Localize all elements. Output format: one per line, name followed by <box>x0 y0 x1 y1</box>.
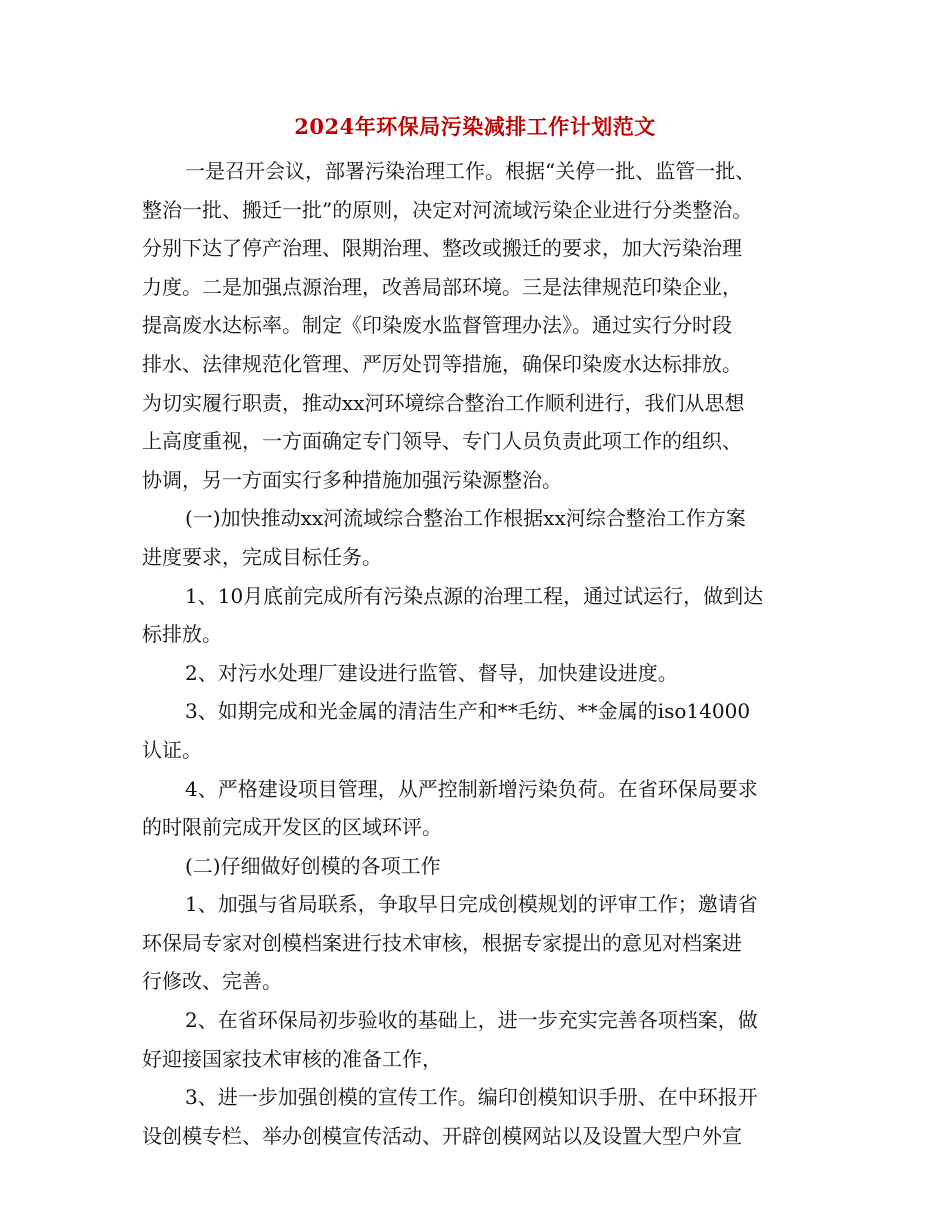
paragraph-line: 环保局专家对创模档案进行技术审核，根据专家提出的意见对档案进 <box>142 930 742 955</box>
document-title: 2024年环保局污染减排工作计划范文 <box>294 114 656 139</box>
paragraph-line: 1、加强与省局联系，争取早日完成创模规划的评审工作；邀请省 <box>185 892 758 917</box>
paragraph-line: 行修改、完善。 <box>142 969 282 994</box>
paragraph-line: (一)加快推动xx河流域综合整治工作根据xx河综合整治工作方案 <box>185 506 746 531</box>
paragraph-line: 好迎接国家技术审核的准备工作， <box>142 1046 442 1071</box>
paragraph-line: 一是召开会议，部署污染治理工作。根据“关停一批、监管一批、 <box>185 159 756 183</box>
document-body <box>142 152 817 1155</box>
paragraph-line: 4、严格建设项目管理，从严控制新增污染负荷。在省环保局要求 <box>185 776 758 801</box>
paragraph-line: 进度要求，完成目标任务。 <box>142 544 382 569</box>
paragraph-line: 上高度重视，一方面确定专门领导、专门人员负责此项工作的组织、 <box>142 429 742 454</box>
paragraph-line: (二)仔细做好创模的各项工作 <box>185 853 441 878</box>
paragraph-line: 提高废水达标率。制定《印染废水监督管理办法》。通过实行分时段 <box>142 313 732 338</box>
paragraph-line: 为切实履行职责，推动xx河环境综合整治工作顺利进行，我们从思想 <box>142 390 745 415</box>
paragraph-line: 3、如期完成和光金属的清洁生产和**毛纺、**金属的iso14000 <box>185 699 751 724</box>
paragraph-line: 标排放。 <box>142 622 222 647</box>
paragraph-line: 整治一批、搬迁一批”的原则，决定对河流域污染企业进行分类整治。 <box>142 197 753 222</box>
paragraph-line: 力度。二是加强点源治理，改善局部环境。三是法律规范印染企业， <box>142 274 742 299</box>
paragraph-line: 2、对污水处理厂建设进行监管、督导，加快建设进度。 <box>185 660 678 685</box>
paragraph-line: 2、在省环保局初步验收的基础上，进一步充实完善各项档案，做 <box>185 1008 758 1033</box>
paragraph-line: 设创模专栏、举办创模宣传活动、开辟创模网站以及设置大型户外宣 <box>142 1123 742 1148</box>
paragraph-line: 3、进一步加强创模的宣传工作。编印创模知识手册、在中环报开 <box>185 1085 758 1110</box>
paragraph-line: 认证。 <box>142 737 202 762</box>
paragraph-line: 的时限前完成开发区的区域环评。 <box>142 815 442 840</box>
paragraph-line: 排水、法律规范化管理、严厉处罚等措施，确保印染废水达标排放。 <box>142 351 742 376</box>
paragraph-line: 协调，另一方面实行多种措施加强污染源整治。 <box>142 467 562 492</box>
paragraph-line: 分别下达了停产治理、限期治理、整改或搬迁的要求，加大污染治理 <box>142 236 742 261</box>
paragraph-line: 1、10月底前完成所有污染点源的治理工程，通过试运行，做到达 <box>185 583 764 608</box>
